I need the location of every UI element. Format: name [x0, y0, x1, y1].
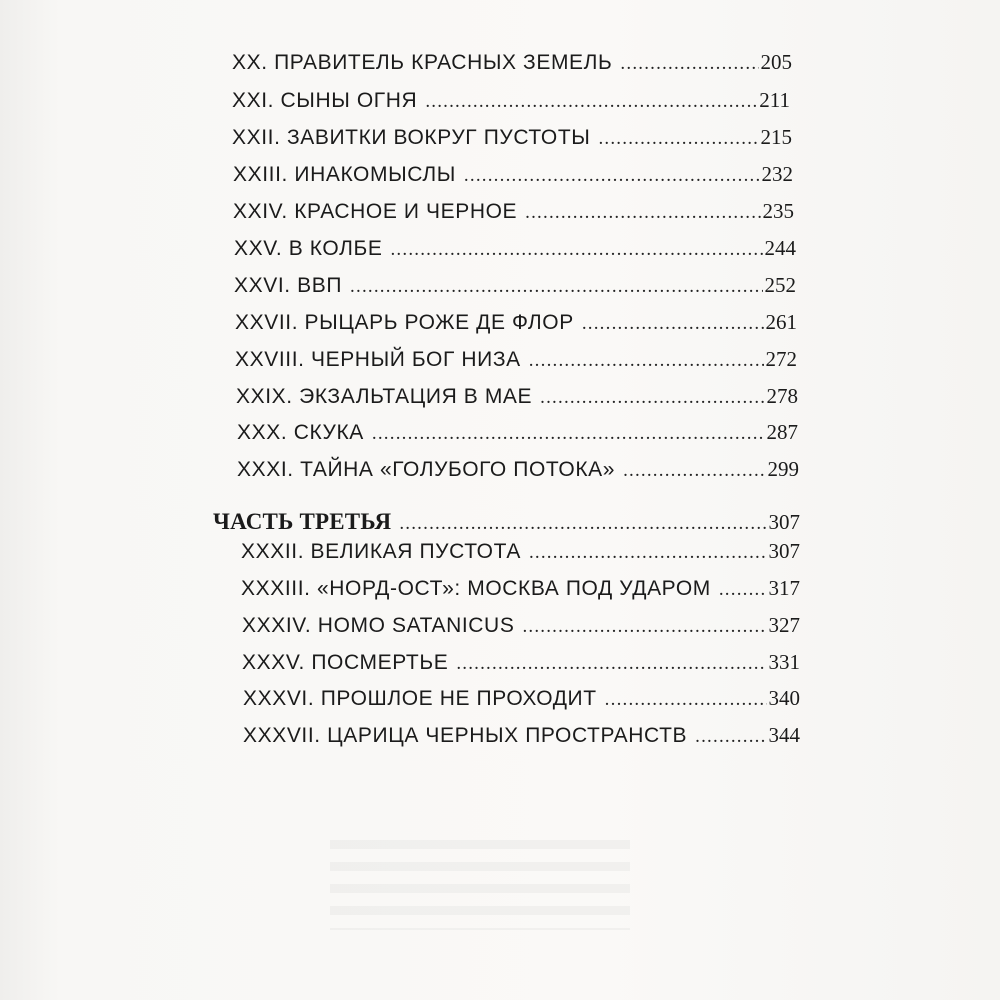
toc-entry-page: 317 — [768, 576, 800, 600]
toc-entry — [232, 45, 792, 79]
toc-entry-page: 244 — [764, 236, 796, 260]
dot-leader — [464, 159, 760, 193]
dot-leader — [582, 307, 764, 341]
toc-entry — [237, 452, 799, 486]
toc-entry-page: 205 — [760, 50, 792, 74]
dot-leader — [598, 122, 758, 156]
part-title: ЧАСТЬ ТРЕТЬЯ — [213, 509, 392, 534]
toc-entry-title: XXXII. ВЕЛИКАЯ ПУСТОТА — [241, 540, 521, 563]
toc-entry-title: XXXI. ТАЙНА «ГОЛУБОГО ПОТОКА» — [237, 458, 616, 481]
toc-entry-page: 261 — [765, 310, 797, 334]
toc-entry-title: XXIII. ИНАКОМЫСЛЫ — [233, 163, 456, 186]
toc-entry-page: 344 — [768, 723, 800, 747]
dot-leader — [456, 647, 766, 681]
toc-entry-title: XXXIV. HOMO SATANICUS — [242, 614, 515, 637]
toc-entry-title: XXI. СЫНЫ ОГНЯ — [232, 89, 418, 112]
toc-entry-page: 287 — [766, 420, 798, 444]
toc-entry-title: XX. ПРАВИТЕЛЬ КРАСНЫХ ЗЕМЕЛЬ — [232, 51, 613, 74]
dot-leader — [525, 196, 760, 230]
toc-entry-page: 211 — [759, 88, 790, 112]
toc-entry-title: XXX. СКУКА — [237, 421, 364, 444]
toc-entry — [232, 83, 790, 117]
toc-entry-page: 215 — [760, 125, 792, 149]
toc-entry-page: 252 — [764, 273, 796, 297]
dot-leader — [522, 610, 766, 644]
toc-entry-page: 235 — [762, 199, 794, 223]
dot-leader — [529, 344, 764, 378]
toc-entry — [243, 718, 800, 752]
toc-entry-page: 278 — [766, 384, 798, 408]
toc-entry-page: 340 — [768, 686, 800, 710]
toc-entry-page: 272 — [765, 347, 797, 371]
toc-entry-page: 307 — [768, 539, 800, 563]
toc-entry-page: 232 — [761, 162, 793, 186]
part-page: 307 — [768, 510, 800, 534]
dot-leader — [529, 536, 767, 570]
dot-leader — [350, 270, 762, 304]
toc-entry-title: XXVIII. ЧЕРНЫЙ БОГ НИЗА — [235, 348, 521, 371]
toc-entry-title: XXXV. ПОСМЕРТЬЕ — [242, 651, 449, 674]
toc-entry-title: XXVI. ВВП — [234, 274, 343, 297]
dot-leader — [620, 47, 758, 81]
toc-entry — [234, 268, 796, 302]
toc-entry-page: 299 — [767, 457, 799, 481]
toc-entry — [233, 157, 793, 191]
toc-entry-page: 327 — [768, 613, 800, 637]
toc-entry — [241, 534, 800, 568]
dot-leader — [390, 233, 762, 267]
toc-entry — [235, 305, 797, 339]
dot-leader — [623, 454, 765, 488]
toc-entry — [241, 571, 800, 605]
toc-entry — [232, 120, 792, 154]
toc-entry — [235, 342, 797, 376]
toc-entry — [236, 379, 798, 413]
dot-leader — [695, 720, 766, 754]
toc-entry-title: XXVII. РЫЦАРЬ РОЖЕ ДЕ ФЛОР — [235, 311, 574, 334]
dot-leader — [540, 381, 764, 415]
toc-entry-page: 331 — [768, 650, 800, 674]
toc-entry-title: XXXVII. ЦАРИЦА ЧЕРНЫХ ПРОСТРАНСТВ — [243, 724, 688, 747]
dot-leader — [372, 417, 765, 451]
toc-entry-title: XXXIII. «НОРД-ОСТ»: МОСКВА ПОД УДАРОМ — [241, 577, 711, 600]
toc-entry — [233, 194, 794, 228]
toc-entry — [237, 415, 798, 449]
dot-leader — [425, 85, 757, 119]
toc-entry-title: XXII. ЗАВИТКИ ВОКРУГ ПУСТОТЫ — [232, 126, 591, 149]
toc-entry-title: XXIV. КРАСНОЕ И ЧЕРНОЕ — [233, 200, 518, 223]
toc-entry — [234, 231, 796, 265]
toc-entry — [243, 681, 800, 715]
toc-entry — [242, 645, 800, 679]
dot-leader — [605, 683, 767, 717]
toc-entry-title: XXV. В КОЛБЕ — [234, 237, 383, 260]
dot-leader — [719, 573, 767, 607]
toc-entry-title: XXIX. ЭКЗАЛЬТАЦИЯ В МАЕ — [236, 385, 533, 408]
toc-entry-title: XXXVI. ПРОШЛОЕ НЕ ПРОХОДИТ — [243, 687, 597, 710]
toc-entry — [242, 608, 800, 642]
